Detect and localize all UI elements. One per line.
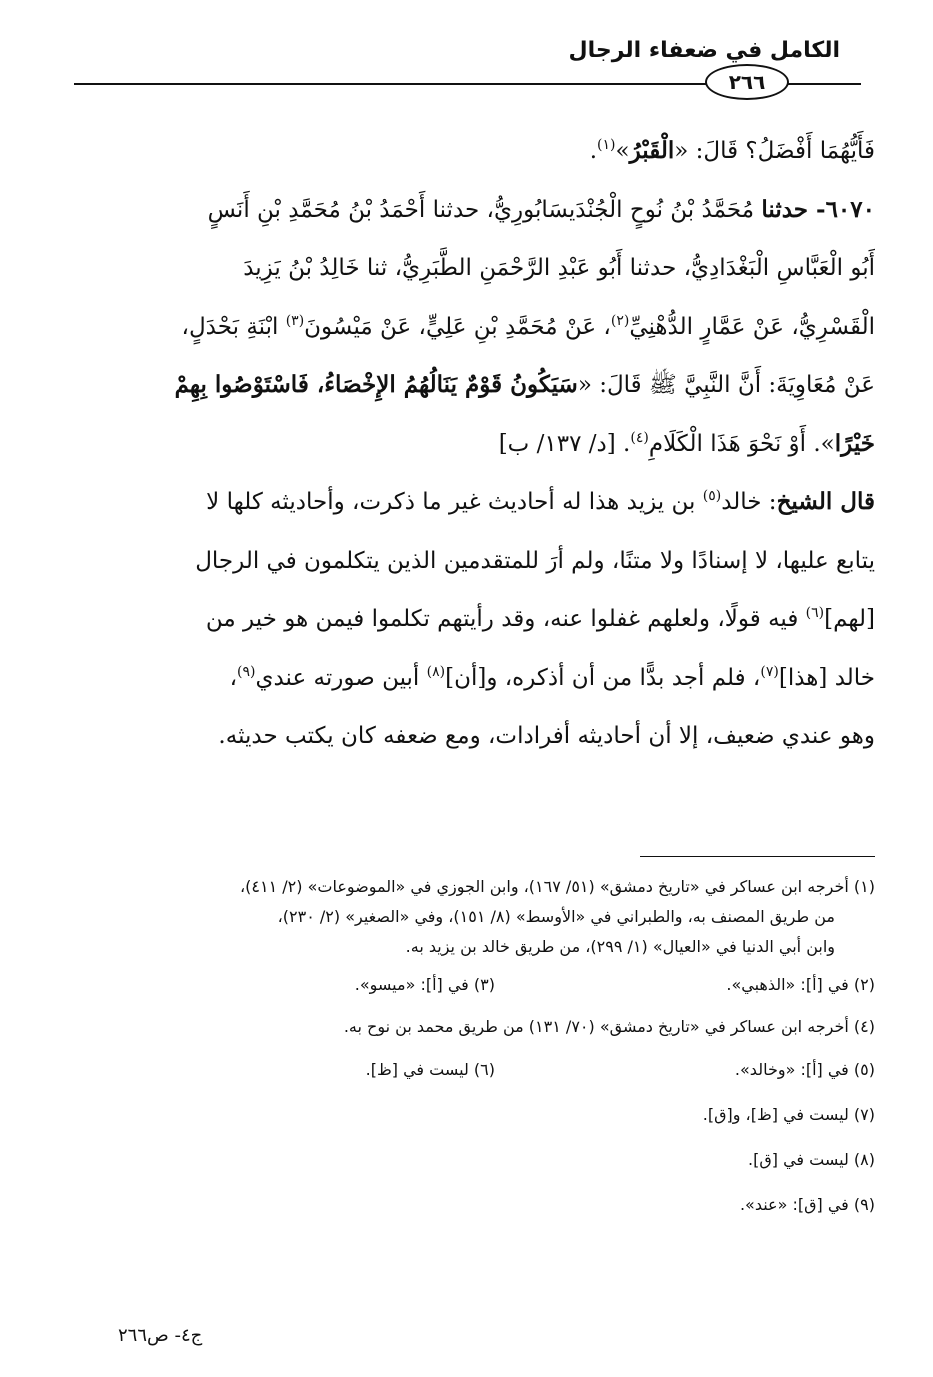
text-segment: ، عَنْ مُحَمَّدِ بْنِ عَلِيٍّ، عَنْ مَيْسُونَ [304, 313, 611, 340]
text-line [100, 649, 875, 708]
footnote-5: (٥) في [أ]: «وخالد». [734, 1060, 875, 1079]
text-segment: يتابع عليها، لا إسنادًا ولا متنًا، ولم أرَ للمتقدمين الذين يتكلمون في الرجال [195, 547, 875, 574]
text-segment: عَنْ مُعَاوِيَةَ: أَنَّ النَّبِيَّ ﷺ قَالَ: « [577, 372, 875, 398]
bold-text-segment: ٦٠٧٠- حدثنا [761, 195, 875, 223]
text-segment: ، [229, 664, 237, 691]
text-segment: مُحَمَّدُ بْنُ نُوحٍ الْجُنْدَيسَابُورِيُّ، حدثنا أَحْمَدُ بْنُ مُحَمَّدِ بْنِ أَنَسٍ [207, 196, 762, 223]
text-segment: فَأَيُّهُمَا أَفْضَلُ؟ قَالَ: « [674, 138, 875, 164]
footnote-marker: (٤) [630, 429, 649, 446]
page-number: ٢٦٦ [705, 64, 789, 100]
text-segment: خالد [هذا] [778, 664, 875, 691]
footnote-marker: (٣) [285, 312, 305, 329]
footnote-marker: (٨) [426, 663, 446, 680]
footnote-9: (٩) في [ق]: «عند». [739, 1195, 875, 1214]
bold-text-segment: قال الشيخ [776, 488, 875, 515]
footnote-4: (٤) أخرجه ابن عساكر في «تاريخ دمشق» (٧٠/ ١٣١) من طريق محمد بن نوح به. [343, 1017, 875, 1036]
footnote-6: (٦) ليست في [ظ]. [365, 1060, 495, 1079]
page-reference: ج٤- ص٢٦٦ [118, 1325, 203, 1346]
text-line [100, 590, 875, 649]
text-line [100, 532, 875, 591]
footnote-row-2-3 [75, 962, 875, 1007]
footnote-8: (٨) ليست في [ق]. [748, 1150, 875, 1169]
text-segment: ، فلم أجد بدًّا من أن أذكره، و[أن] [445, 664, 761, 691]
text-segment: فيه قولًا، ولعلهم غفلوا عنه، وقد رأيتهم تكلموا فيمن هو خير من [205, 606, 806, 632]
bold-text-segment: الْقَبْرُ [629, 137, 675, 164]
text-line [100, 239, 875, 298]
text-segment: وهو عندي ضعيف، إلا أن أحاديثه أفرادات، ومع ضعفه كان يكتب حديثه. [218, 723, 875, 749]
footnote-1-line-1: (١) أخرجه ابن عساكر في «تاريخ دمشق» (٥١/ ١٦٧)، وابن الجوزي في «الموضوعات» (٢/ ٤١١)، [240, 877, 875, 896]
text-line [100, 122, 875, 181]
footnote-marker: (٦) [805, 605, 825, 621]
text-segment: » [615, 138, 630, 164]
footnote-row-5-6 [75, 1047, 875, 1092]
text-segment: . [589, 138, 598, 164]
footnote-1-line-3: وابن أبي الدنيا في «العيال» (١/ ٢٩٩)، من طريق خالد بن يزيد به. [405, 937, 835, 956]
text-line [100, 298, 875, 357]
text-line [100, 356, 875, 415]
text-segment: أَبُو الْعَبَّاسِ الْبَغْدَادِيُّ، حدثنا أَبُو عَبْدِ الرَّحْمَنِ الطَّبَرِيُّ، ثنا خَالِدُ بْنُ يَزِيدَ [243, 255, 875, 281]
text-line [100, 707, 875, 766]
main-text [100, 122, 875, 766]
footnote-separator [640, 856, 875, 857]
footnote-marker: (٢) [610, 312, 630, 329]
text-segment: : خالد [721, 489, 777, 515]
running-title: الكامل في ضعفاء الرجال [568, 38, 840, 63]
text-segment: أبين صورته عندي [255, 664, 427, 691]
footnote-marker: (١) [597, 137, 616, 153]
text-segment: الْقَسْرِيُّ، عَنْ عَمَّارٍ الدُّهْنِيِّ [629, 313, 875, 340]
footnote-7: (٧) ليست في [ظ]، و[ق]. [702, 1105, 875, 1124]
text-segment: [لهم] [824, 606, 875, 632]
text-segment: ». أَوْ نَحْوَ هَذَا الْكَلَامِ [648, 430, 835, 457]
footnote-marker: (٧) [760, 663, 779, 680]
bold-text-segment: سَيَكُونُ قَوْمٌ يَنَالُهُمُ الإِخْصَاءُ، فَاسْتَوْصُوا بِهِمْ [174, 371, 578, 398]
text-line [100, 473, 875, 532]
text-line [100, 415, 875, 474]
footnote-marker: (٩) [237, 663, 256, 680]
bold-text-segment: خَيْرًا [834, 429, 875, 457]
footnote-2: (٢) في [أ]: «الذهبي». [726, 975, 875, 994]
text-segment: بن يزيد هذا له أحاديث غير ما ذكرت، وأحاديثه كلها لا [206, 489, 703, 515]
footnote-marker: (٥) [702, 488, 722, 504]
text-line [100, 181, 875, 240]
text-segment: ابْنَةِ بَحْدَلٍ، [181, 313, 286, 340]
footnotes [75, 872, 875, 1227]
footnote-3: (٣) في [أ]: «ميسو». [354, 975, 495, 994]
text-segment: . [د/ ١٣٧/ ب] [498, 430, 631, 457]
footnote-1-line-2: من طريق المصنف به، والطبراني في «الأوسط» (٨/ ١٥١)، وفي «الصغير» (٢/ ٢٣٠)، [277, 907, 835, 926]
